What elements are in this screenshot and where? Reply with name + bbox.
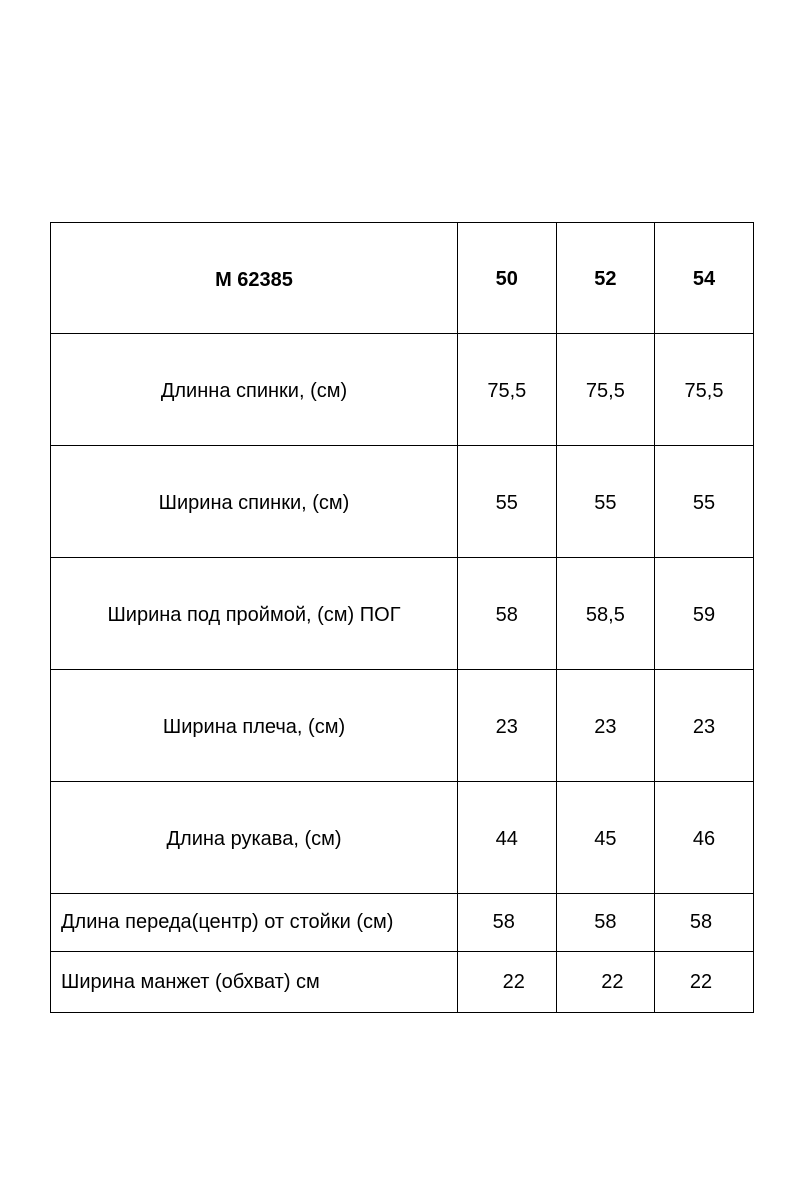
row-label-back-width: Ширина спинки, (см) xyxy=(51,446,458,558)
table-cell: 58,5 xyxy=(556,558,655,670)
table-cell: 55 xyxy=(655,446,754,558)
table-cell: 75,5 xyxy=(458,334,557,446)
row-label-underarm-width: Ширина под проймой, (см) ПОГ xyxy=(51,558,458,670)
table-row xyxy=(51,670,754,782)
table-cell: 58 xyxy=(458,894,557,952)
table-cell: 55 xyxy=(556,446,655,558)
size-header-50: 50 xyxy=(458,223,557,334)
table-row xyxy=(51,558,754,670)
row-label-back-length: Длинна спинки, (см) xyxy=(51,334,458,446)
size-header-54: 54 xyxy=(655,223,754,334)
table-cell: 75,5 xyxy=(556,334,655,446)
table-cell: 58 xyxy=(655,894,754,952)
header-row xyxy=(51,223,754,334)
table-cell: 45 xyxy=(556,782,655,894)
table-cell: 55 xyxy=(458,446,557,558)
row-label-cuff-width: Ширина манжет (обхват) см xyxy=(51,952,458,1013)
table-cell: 58 xyxy=(458,558,557,670)
table-cell: 44 xyxy=(458,782,557,894)
size-chart-table xyxy=(50,222,754,1013)
table-row xyxy=(51,782,754,894)
table-cell: 22 xyxy=(458,952,557,1013)
table-cell: 75,5 xyxy=(655,334,754,446)
row-label-shoulder-width: Ширина плеча, (см) xyxy=(51,670,458,782)
table-cell: 22 xyxy=(655,952,754,1013)
table-cell: 22 xyxy=(556,952,655,1013)
table-cell: 58 xyxy=(556,894,655,952)
table-cell: 46 xyxy=(655,782,754,894)
row-label-sleeve-length: Длина рукава, (см) xyxy=(51,782,458,894)
table-cell: 23 xyxy=(458,670,557,782)
row-label-front-length: Длина переда(центр) от стойки (см) xyxy=(51,894,458,952)
table-row xyxy=(51,952,754,1013)
table-cell: 23 xyxy=(655,670,754,782)
size-header-52: 52 xyxy=(556,223,655,334)
table-cell: 23 xyxy=(556,670,655,782)
table-row xyxy=(51,446,754,558)
table-row xyxy=(51,894,754,952)
table-row xyxy=(51,334,754,446)
model-number: М 62385 xyxy=(51,223,458,334)
table-cell: 59 xyxy=(655,558,754,670)
